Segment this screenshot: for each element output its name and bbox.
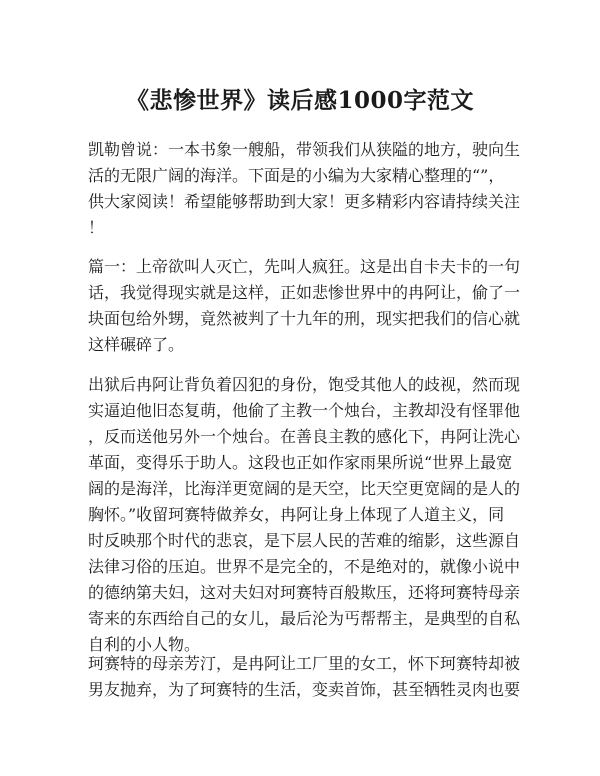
text-line: 出狱后冉阿让背负着囚犯的身份，饱受其他人的歧视，然而现 bbox=[88, 375, 521, 394]
text-line: 寄来的东西给自己的女儿，最后沦为丐帮帮主，是典型的自私 bbox=[88, 609, 521, 628]
page-title: 《悲惨世界》读后感1000字范文 bbox=[125, 87, 474, 115]
text-line: 篇一：上帝欲叫人灭亡，先叫人疯狂。这是出自卡夫卡的一句 bbox=[88, 257, 521, 276]
text-line: 时反映那个时代的悲哀，是下层人民的苦难的缩影，这些源自 bbox=[88, 531, 521, 550]
text-line: 实逼迫他旧态复萌，他偷了主教一个烛台，主教却没有怪罪他 bbox=[88, 401, 521, 420]
text-line: 话，我觉得现实就是这样，正如悲惨世界中的冉阿让，偷了一 bbox=[88, 283, 521, 302]
text-line: 块面包给外甥，竟然被判了十九年的刑，现实把我们的信心就 bbox=[88, 309, 521, 328]
text-line: 活的无限广阔的海洋。下面是的小编为大家精心整理的“”， bbox=[88, 166, 505, 185]
text-line: ！ bbox=[88, 218, 105, 237]
text-line: 凯勒曾说：一本书象一艘船，带领我们从狭隘的地方，驶向生 bbox=[88, 140, 521, 159]
body-paragraph bbox=[88, 651, 521, 703]
chapter-one-paragraph bbox=[88, 254, 521, 358]
text-line: 珂赛特的母亲芳汀，是冉阿让工厂里的女工，怀下珂赛特却被 bbox=[88, 654, 521, 673]
text-line: 阔的是海洋，比海洋更宽阔的是天空，比天空更宽阔的是人的 bbox=[88, 479, 521, 498]
text-line: 法律习俗的压迫。世界不是完全的，不是绝对的，就像小说中 bbox=[88, 557, 521, 576]
intro-paragraph bbox=[88, 137, 521, 241]
text-line: 自利的小人物。 bbox=[88, 635, 201, 654]
body-paragraph bbox=[88, 372, 521, 658]
text-line: 的德纳第夫妇，这对夫妇对珂赛特百般欺压，还将珂赛特母亲 bbox=[88, 583, 521, 602]
text-line: 革面，变得乐于助人。这段也正如作家雨果所说“世界上最宽 bbox=[88, 453, 513, 472]
text-line: 胸怀。”收留珂赛特做养女，冉阿让身上体现了人道主义，同 bbox=[88, 505, 505, 524]
text-line: 这样碾碎了。 bbox=[88, 335, 185, 354]
text-line: 供大家阅读！希望能够帮助到大家！更多精彩内容请持续关注 bbox=[88, 192, 521, 211]
text-line: 男友抛弃，为了珂赛特的生活，变卖首饰，甚至牺牲灵肉也要 bbox=[88, 680, 521, 699]
text-line: ，反而送他另外一个烛台。在善良主教的感化下，冉阿让洗心 bbox=[88, 427, 521, 446]
